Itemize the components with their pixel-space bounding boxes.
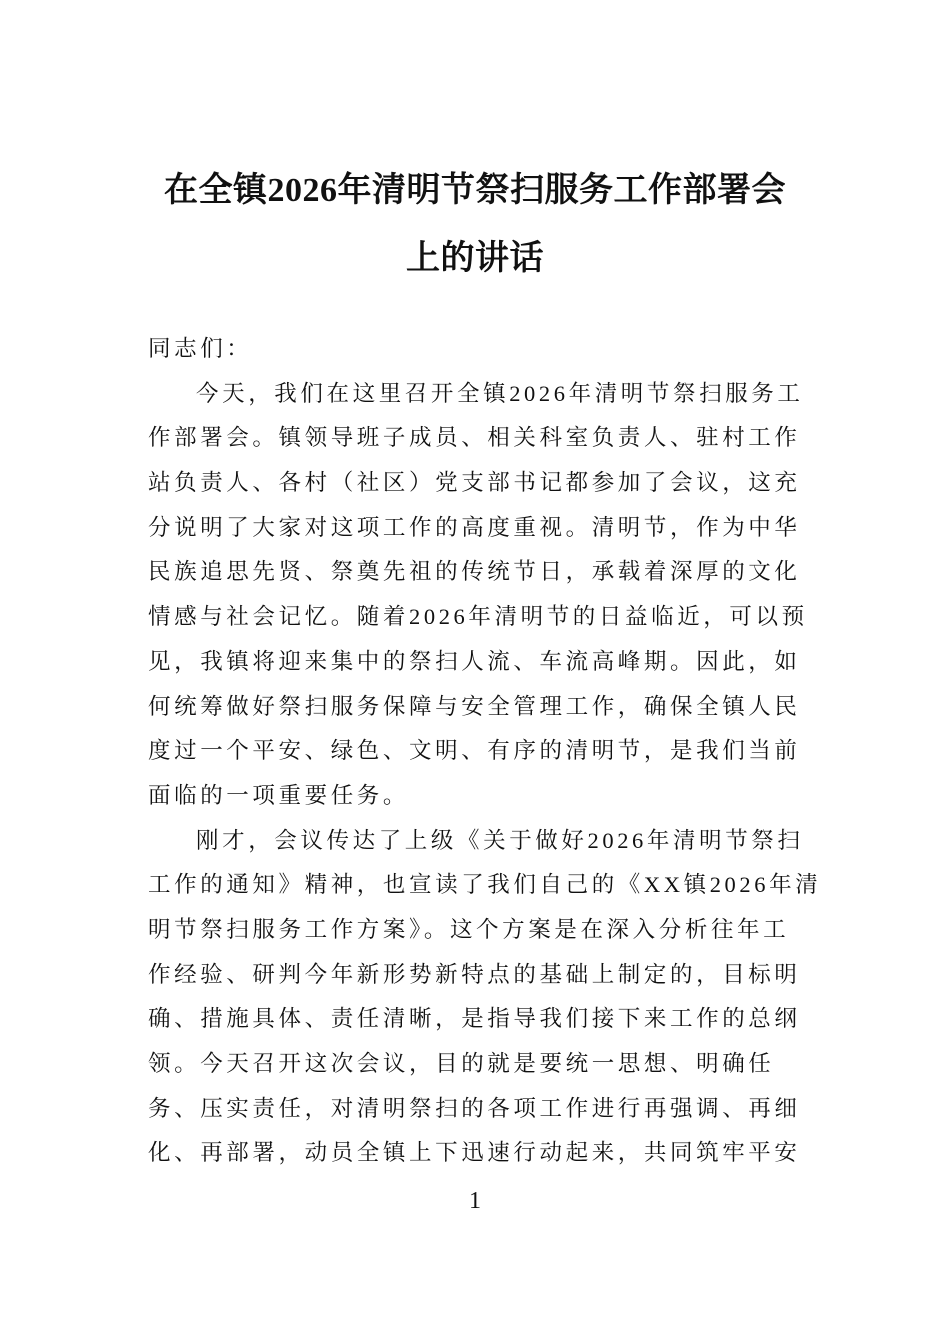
paragraph-2 [148,819,822,1177]
text-line: 站负责人、各村（社区）党支部书记都参加了会议，这充 [148,470,801,496]
text-line: 刚才，会议传达了上级《关于做好2026年清明节祭扫 [196,827,804,853]
text-line: 见，我镇将迎来集中的祭扫人流、车流高峰期。因此，如 [148,648,801,674]
text-line: 面临的一项重要任务。 [148,782,410,808]
text-line: 领。今天召开这次会议，目的就是要统一思想、明确任 [148,1051,775,1076]
document-title-line-1: 在全镇2026年清明节祭扫服务工作部署会 [164,172,786,209]
document-title-line-2: 上的讲话 [406,240,544,277]
text-line: 分说明了大家对这项工作的高度重视。清明节，作为中华 [148,514,801,540]
text-line: 确、措施具体、责任清晰，是指导我们接下来工作的总纲 [148,1006,801,1032]
text-line: 民族追思先贤、祭奠先祖的传统节日，承载着深厚的文化 [148,559,801,585]
text-line: 明节祭扫服务工作方案》。这个方案是在深入分析往年工 [148,916,790,942]
text-line: 今天，我们在这里召开全镇2026年清明节祭扫服务工 [196,380,804,406]
text-line: 度过一个平安、绿色、文明、有序的清明节，是我们当前 [148,738,801,764]
text-line: 化、再部署，动员全镇上下迅速行动起来，共同筑牢平安 [148,1140,801,1166]
text-line: 作部署会。镇领导班子成员、相关科室负责人、驻村工作 [148,425,801,451]
text-line: 作经验、研判今年新形势新特点的基础上制定的，目标明 [148,961,801,987]
text-line: 何统筹做好祭扫服务保障与安全管理工作，确保全镇人民 [148,693,801,719]
text-line: 务、压实责任，对清明祭扫的各项工作进行再强调、再细 [148,1095,801,1121]
page-number: 1 [469,1188,481,1214]
text-line: 工作的通知》精神，也宣读了我们自己的《XX镇2026年清 [148,872,822,898]
paragraph-1 [148,372,808,819]
text-line: 情感与社会记忆。随着2026年清明节的日益临近，可以预 [148,604,808,630]
document-body [148,327,822,1176]
salutation: 同志们： [148,336,253,361]
